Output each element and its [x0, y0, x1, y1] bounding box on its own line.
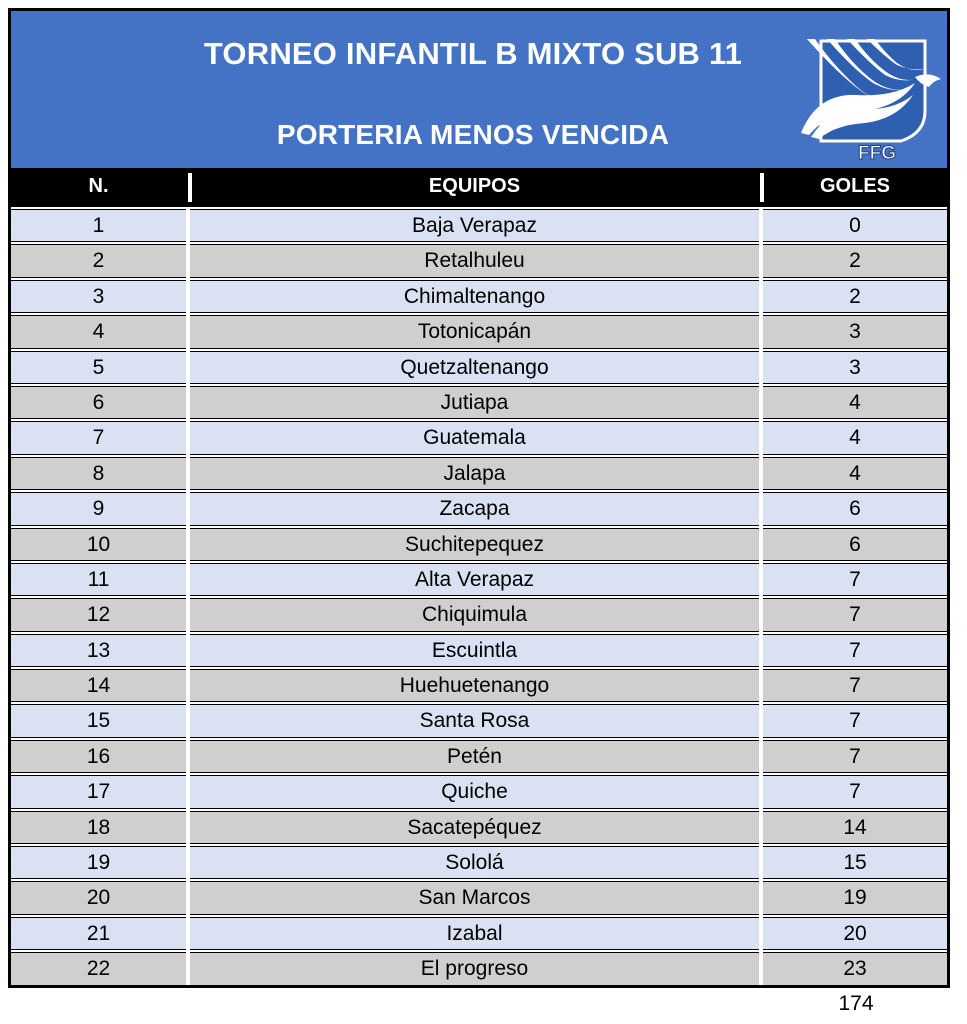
- goals-total: 174: [838, 992, 874, 1015]
- row-team: Santa Rosa: [190, 704, 759, 737]
- table-row: [11, 207, 947, 242]
- row-goals: 3: [763, 315, 947, 348]
- table-row: [11, 809, 947, 844]
- table-body: [11, 207, 947, 986]
- row-number: 15: [11, 704, 186, 737]
- row-team: Izabal: [190, 917, 759, 950]
- table-row: [11, 632, 947, 667]
- table-row: [11, 526, 947, 561]
- row-number: 8: [11, 457, 186, 490]
- ffg-logo: [797, 33, 945, 163]
- table-row: [11, 950, 947, 985]
- table-row: [11, 844, 947, 879]
- row-team: Baja Verapaz: [190, 209, 759, 242]
- row-goals: 4: [763, 457, 947, 490]
- row-team: Sacatepéquez: [190, 811, 759, 844]
- column-header-num: N.: [88, 175, 109, 197]
- column-header-team: EQUIPOS: [428, 175, 521, 197]
- row-goals: 6: [763, 528, 947, 561]
- row-number: 10: [11, 528, 186, 561]
- row-team: El progreso: [190, 952, 759, 985]
- table-row: [11, 278, 947, 313]
- row-number: 7: [11, 421, 186, 454]
- row-goals: 20: [763, 917, 947, 950]
- table-header: [11, 168, 947, 207]
- row-number: 4: [11, 315, 186, 348]
- row-number: 1: [11, 209, 186, 242]
- page-subtitle: PORTERIA MENOS VENCIDA: [276, 119, 670, 150]
- row-goals: 23: [763, 952, 947, 985]
- table-row: [11, 419, 947, 454]
- row-number: 21: [11, 917, 186, 950]
- row-number: 5: [11, 351, 186, 384]
- row-team: Chiquimula: [190, 598, 759, 631]
- row-number: 14: [11, 669, 186, 702]
- row-number: 20: [11, 881, 186, 914]
- row-team: San Marcos: [190, 881, 759, 914]
- row-team: Jutiapa: [190, 386, 759, 419]
- row-number: 9: [11, 492, 186, 525]
- row-team: Jalapa: [190, 457, 759, 490]
- row-number: 13: [11, 634, 186, 667]
- row-team: Suchitepequez: [190, 528, 759, 561]
- row-team: Totonicapán: [190, 315, 759, 348]
- table-row: [11, 773, 947, 808]
- table-row: [11, 455, 947, 490]
- row-number: 11: [11, 563, 186, 596]
- table-row: [11, 596, 947, 631]
- row-team: Chimaltenango: [190, 280, 759, 313]
- row-team: Zacapa: [190, 492, 759, 525]
- row-goals: 7: [763, 634, 947, 667]
- row-goals: 7: [763, 740, 947, 773]
- row-team: Alta Verapaz: [190, 563, 759, 596]
- row-number: 12: [11, 598, 186, 631]
- column-header-goals: GOLES: [819, 175, 890, 197]
- row-goals: 2: [763, 280, 947, 313]
- row-number: 2: [11, 244, 186, 277]
- standings-sheet: [8, 8, 950, 988]
- table-row: [11, 490, 947, 525]
- row-goals: 19: [763, 881, 947, 914]
- row-team: Petén: [190, 740, 759, 773]
- row-team: Huehuetenango: [190, 669, 759, 702]
- table-row: [11, 738, 947, 773]
- page-title: TORNEO INFANTIL B MIXTO SUB 11: [203, 36, 743, 71]
- row-team: Quetzaltenango: [190, 351, 759, 384]
- row-goals: 4: [763, 386, 947, 419]
- row-goals: 7: [763, 563, 947, 596]
- row-goals: 7: [763, 704, 947, 737]
- row-number: 6: [11, 386, 186, 419]
- table-row: [11, 242, 947, 277]
- title-banner: [11, 11, 947, 168]
- row-goals: 0: [763, 209, 947, 242]
- row-team: Escuintla: [190, 634, 759, 667]
- row-team: Retalhuleu: [190, 244, 759, 277]
- row-goals: 7: [763, 775, 947, 808]
- row-number: 18: [11, 811, 186, 844]
- table-row: [11, 702, 947, 737]
- row-goals: 4: [763, 421, 947, 454]
- row-number: 17: [11, 775, 186, 808]
- table-row: [11, 313, 947, 348]
- row-number: 19: [11, 846, 186, 879]
- row-goals: 15: [763, 846, 947, 879]
- row-number: 22: [11, 952, 186, 985]
- row-goals: 7: [763, 669, 947, 702]
- row-team: Quiche: [190, 775, 759, 808]
- row-goals: 2: [763, 244, 947, 277]
- table-row: [11, 667, 947, 702]
- row-team: Guatemala: [190, 421, 759, 454]
- table-row: [11, 879, 947, 914]
- row-goals: 14: [763, 811, 947, 844]
- row-goals: 7: [763, 598, 947, 631]
- table-row: [11, 384, 947, 419]
- row-number: 3: [11, 280, 186, 313]
- row-team: Sololá: [190, 846, 759, 879]
- logo-text: FFG: [858, 143, 896, 163]
- table-row: [11, 561, 947, 596]
- row-goals: 6: [763, 492, 947, 525]
- row-goals: 3: [763, 351, 947, 384]
- row-number: 16: [11, 740, 186, 773]
- table-row: [11, 915, 947, 950]
- table-row: [11, 349, 947, 384]
